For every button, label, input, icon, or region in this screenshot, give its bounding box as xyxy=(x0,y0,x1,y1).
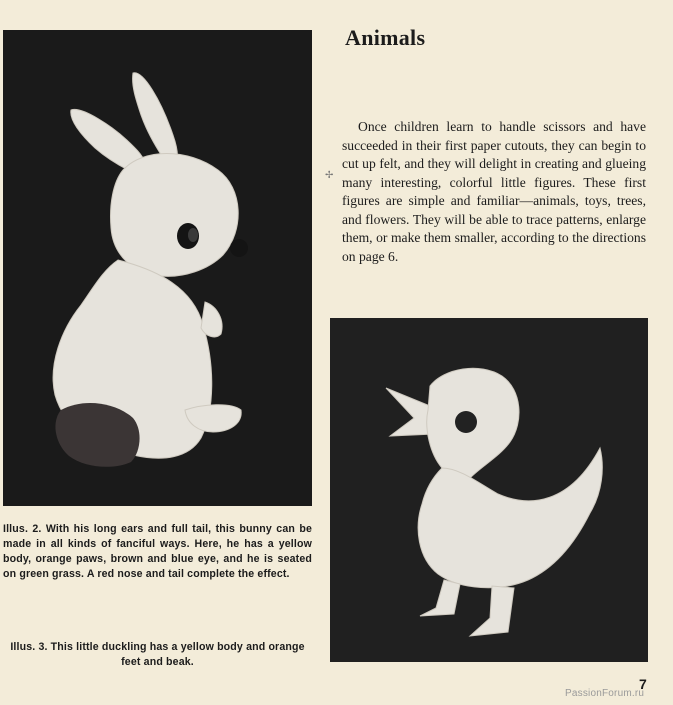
stray-mark: ✢ xyxy=(325,170,334,181)
watermark: PassionForum.ru xyxy=(565,688,645,699)
duckling-felt-figure xyxy=(330,318,648,662)
bunny-photo xyxy=(3,30,312,506)
page-title: Animals xyxy=(345,25,426,50)
bunny-felt-figure xyxy=(3,30,312,506)
intro-paragraph: Once children learn to handle scissors and have succeeded in their first paper cutouts, they can begin to cut up felt, and they will delight in creating and glueing many interesting, colorful little figures. These first figures are simple and familiar—animals, toys, trees, and flowers. They will be able to trace patterns, enlarge them, or make them smaller, according to the directions on page 6. xyxy=(342,119,646,264)
caption-illus-2: Illus. 2. With his long ears and full tail, this bunny can be made in all kinds of fanciful ways. Here, he has a yellow body, orange paws, brown and blue eye, and he is seated on green grass. A red nose and tail complete the effect. xyxy=(3,523,312,580)
caption-illus-3: Illus. 3. This little duckling has a yellow body and orange feet and beak. xyxy=(10,641,305,668)
duckling-photo xyxy=(330,318,648,662)
page-number: 7 xyxy=(639,676,647,692)
